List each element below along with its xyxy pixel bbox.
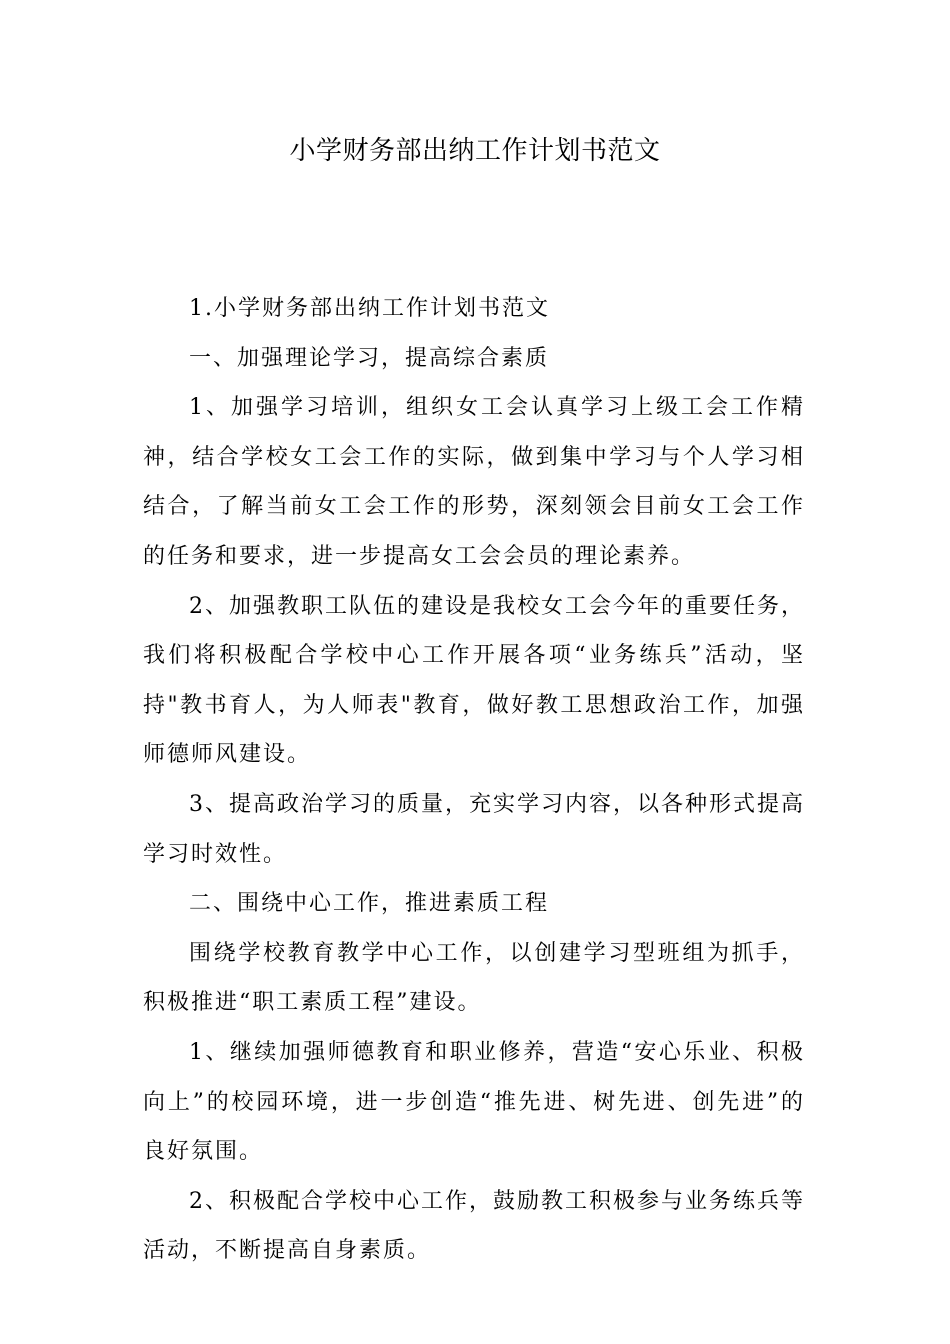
paragraph-item-1-2: 2、加强教职工队伍的建设是我校女工会今年的重要任务，我们将积极配合学校中心工作开展各项“业务练兵”活动，坚持"教书育人，为人师表"教育，做好教工思想政治工作，加强师德师风建设。 bbox=[143, 593, 805, 768]
paragraph-item-1-3: 3、提高政治学习的质量，充实学习内容，以各种形式提高学习时效性。 bbox=[143, 791, 805, 867]
paragraph-item-1-1: 1、加强学习培训，组织女工会认真学习上级工会工作精神，结合学校女工会工作的实际，做到集中学习与个人学习相结合，了解当前女工会工作的形势，深刻领会目前女工会工作的任务和要求，进一步提高女工会会员的理论素养。 bbox=[143, 395, 805, 569]
paragraph-item-2-2: 2、积极配合学校中心工作，鼓励教工积极参与业务练兵等活动，不断提高自身素质。 bbox=[143, 1188, 805, 1264]
document-body bbox=[143, 284, 805, 1276]
paragraph-item-2-1: 1、继续加强师德教育和职业修养，营造“安心乐业、积极向上”的校园环境，进一步创造“推先进、树先进、创先进”的良好氛围。 bbox=[143, 1039, 805, 1165]
paragraph-section-heading: 1.小学财务部出纳工作计划书范文 bbox=[189, 296, 550, 321]
paragraph-heading-1: 一、加强理论学习，提高综合素质 bbox=[189, 345, 550, 371]
paragraph-intro-2: 围绕学校教育教学中心工作，以创建学习型班组为抓手，积极推进“职工素质工程”建设。 bbox=[143, 940, 805, 1016]
paragraph-heading-2: 二、围绕中心工作，推进素质工程 bbox=[189, 891, 550, 917]
document-title: 小学财务部出纳工作计划书范文 bbox=[289, 136, 661, 166]
